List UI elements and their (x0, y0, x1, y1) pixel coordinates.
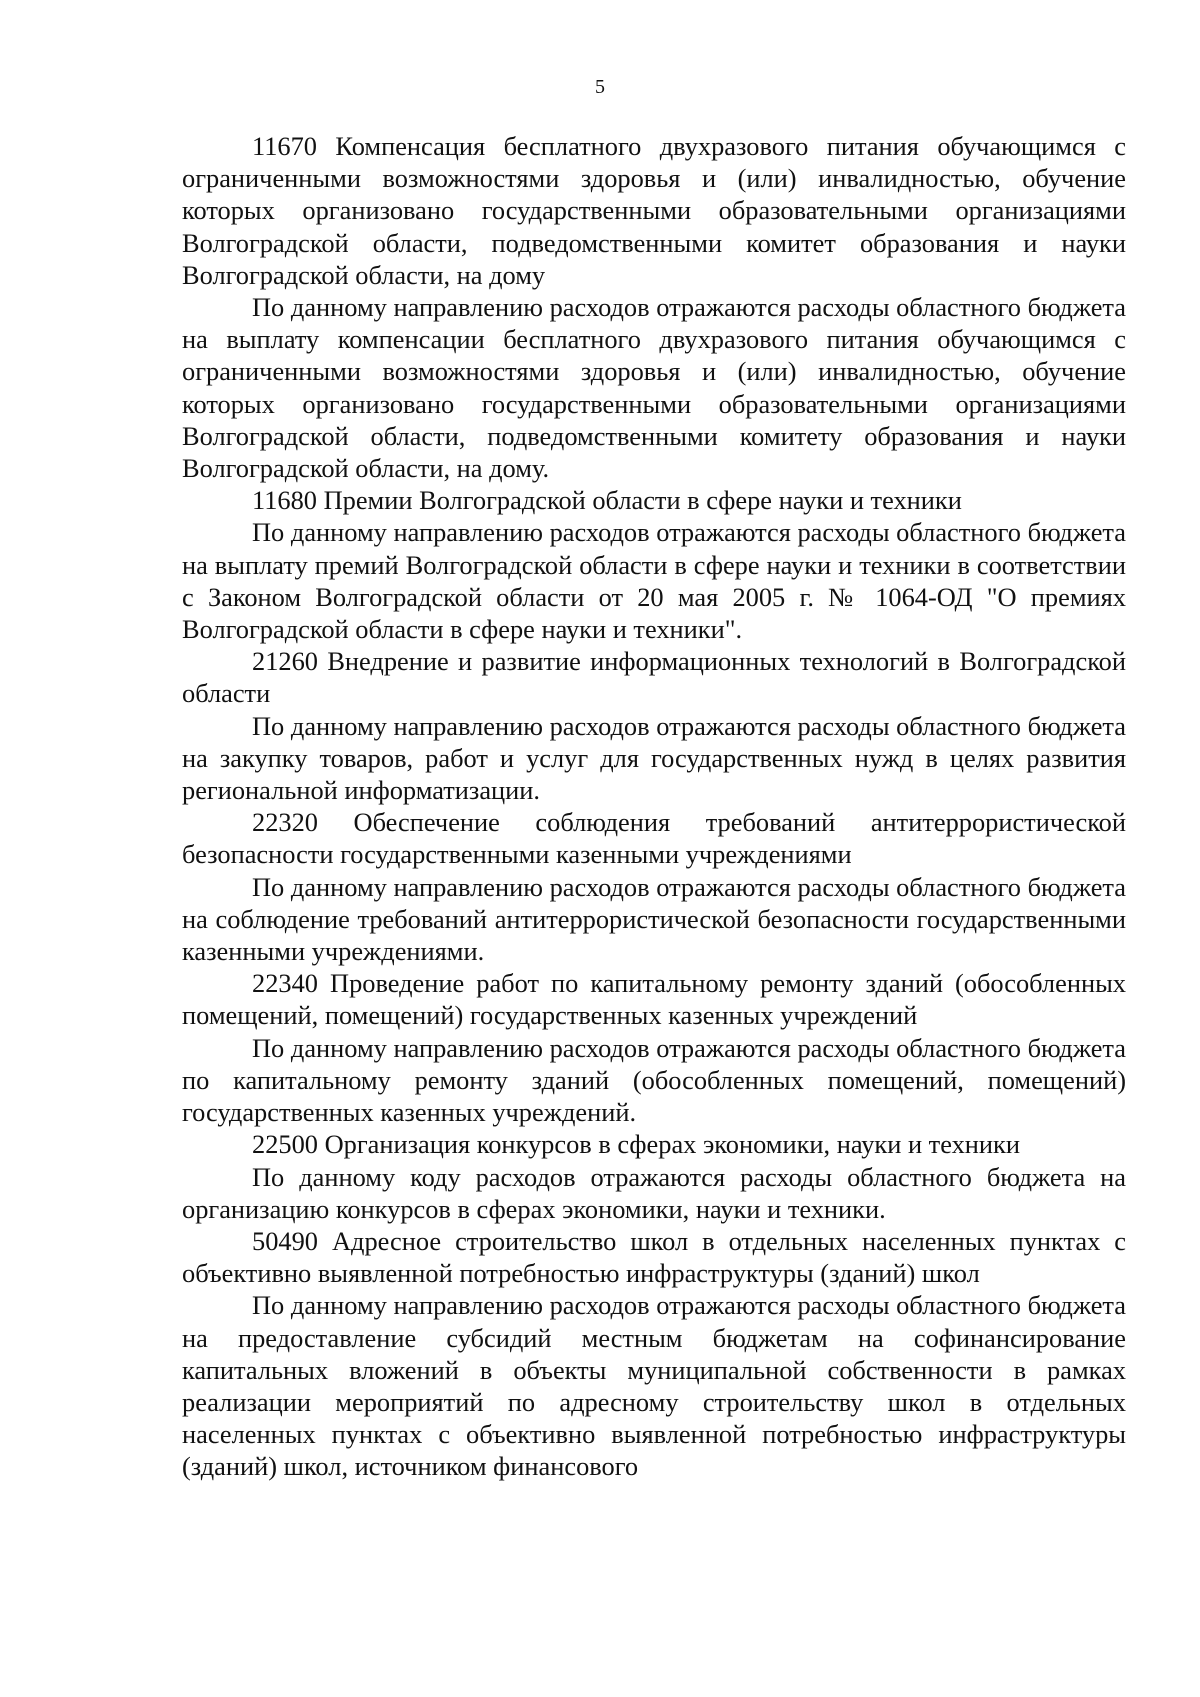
section-text-11670: По данному направлению расходов отражаются расходы областного бюджета на выплату компенсации бесплатного двухразового питания обучающимся с ограниченными возможностями здоровья и (или) инвалидностью, обучение которых организовано государственными образовательными организациями Волгоградской области, подведомственными комитету образования и науки Волгоградской области, на дому. (182, 292, 1126, 484)
section-text-22500: По данному коду расходов отражаются расходы областного бюджета на организацию конкурсов в сферах экономики, науки и техники. (182, 1161, 1126, 1224)
page-number: 5 (595, 76, 605, 98)
section-text-11680: По данному направлению расходов отражаются расходы областного бюджета на выплату премий Волгоградской области в сфере науки и техники в соответствии с Законом Волгоградской области от 20 мая 2005 г. № 1064-ОД "О премиях Волгоградской области в сфере науки и техники". (182, 517, 1126, 645)
section-text-22340: По данному направлению расходов отражаются расходы областного бюджета по капитальному ремонту зданий (обособленных помещений, помещений) государственных казенных учреждений. (182, 1032, 1126, 1128)
section-heading-21260: 21260 Внедрение и развитие информационных технологий в Волгоградской области (182, 646, 1126, 709)
section-heading-50490: 50490 Адресное строительство школ в отдельных населенных пунктах с объективно выявленной потребностью инфраструктуры (зданий) школ (182, 1225, 1126, 1289)
section-heading-22320: 22320 Обеспечение соблюдения требований антитеррористической безопасности государственными казенными учреждениями (182, 807, 1126, 870)
section-text-50490: По данному направлению расходов отражаются расходы областного бюджета на предоставление субсидий местным бюджетам на софинансирование капитальных вложений в объекты муниципальной собственности в рамках реализации мероприятий по адресному строительству школ в отдельных населенных пунктах с объективно выявленной потребностью инфраструктуры (зданий) школ, источником финансового (182, 1290, 1126, 1482)
document-body (182, 130, 1126, 1483)
section-text-21260: По данному направлению расходов отражаются расходы областного бюджета на закупку товаров, работ и услуг для государственных нужд в целях развития региональной информатизации. (182, 710, 1126, 806)
section-heading-22340: 22340 Проведение работ по капитальному ремонту зданий (обособленных помещений, помещений) государственных казенных учреждений (182, 968, 1126, 1031)
section-text-22320: По данному направлению расходов отражаются расходы областного бюджета на соблюдение требований антитеррористической безопасности государственными казенными учреждениями. (182, 871, 1126, 967)
section-heading-11680: 11680 Премии Волгоградской области в сфере науки и техники (252, 485, 962, 516)
section-heading-11670: 11670 Компенсация бесплатного двухразового питания обучающимся с ограниченными возможностями здоровья и (или) инвалидностью, обучение которых организовано государственными образовательными организациями Волгоградской области, подведомственными комитет образования и науки Волгоградской области, на дому (182, 131, 1126, 290)
section-heading-22500: 22500 Организация конкурсов в сферах экономики, науки и техники (252, 1129, 1020, 1160)
